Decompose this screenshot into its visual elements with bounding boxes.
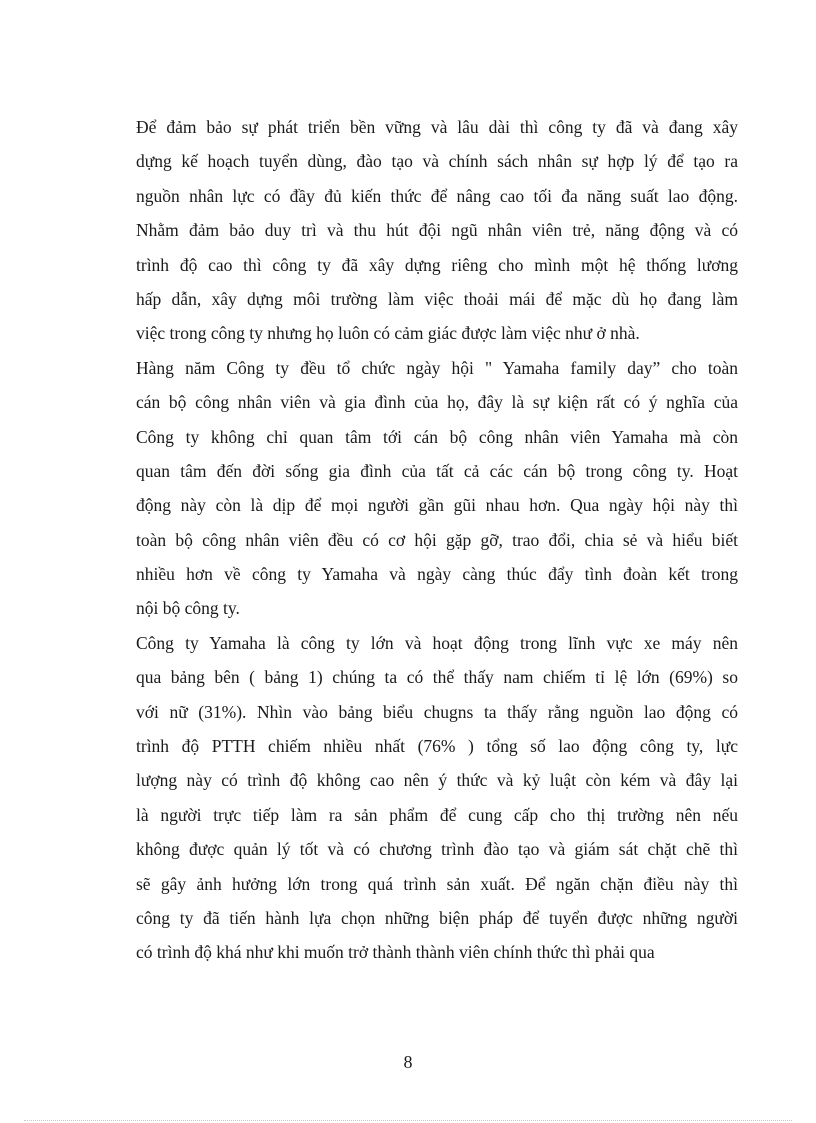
text-line: Công ty Yamaha là công ty lớn và hoạt động trong lĩnh vực xe máy nên — [136, 632, 738, 653]
text-line: Hàng năm Công ty đều tổ chức ngày hội " Yamaha family day” cho toàn — [136, 357, 738, 378]
text-line: trình độ cao thì công ty đã xây dựng riêng cho mình một hệ thống lương — [136, 254, 738, 275]
page-number: 8 — [403, 1052, 413, 1072]
paragraph-2 — [136, 351, 738, 626]
paragraph-1 — [136, 110, 738, 351]
paragraph-3 — [136, 626, 738, 970]
text-line: Để đảm bảo sự phát triển bền vững và lâu dài thì công ty đã và đang xây — [136, 117, 738, 137]
text-line: là người trực tiếp làm ra sản phẩm để cung cấp cho thị trường nên nếu — [136, 804, 738, 825]
text-line: trình độ PTTH chiếm nhiều nhất (76% ) tổng số lao động công ty, lực — [136, 736, 738, 757]
text-line: Nhằm đảm bảo duy trì và thu hút đội ngũ nhân viên trẻ, năng động và có — [136, 220, 738, 241]
text-line: có trình độ khá như khi muốn trở thành thành viên chính thức thì phải qua — [136, 942, 655, 963]
text-line: không được quản lý tốt và có chương trình đào tạo và giám sát chặt chẽ thì — [136, 839, 738, 860]
page-bottom-divider — [24, 1120, 792, 1121]
text-line: toàn bộ công nhân viên đều có cơ hội gặp gỡ, trao đổi, chia sẻ và hiểu biết — [136, 529, 738, 550]
text-line: quan tâm đến đời sống gia đình của tất cả các cán bộ trong công ty. Hoạt — [136, 460, 738, 481]
text-line: hấp dẫn, xây dựng môi trường làm việc thoải mái để mặc dù họ đang làm — [136, 288, 738, 309]
text-line: việc trong công ty nhưng họ luôn có cảm giác được làm việc như ở nhà. — [136, 323, 640, 344]
text-line: lượng này có trình độ không cao nên ý thức và kỷ luật còn kém và đây lại — [136, 770, 738, 791]
text-line: nguồn nhân lực có đầy đủ kiến thức để nâng cao tối đa năng suất lao động. — [136, 185, 738, 206]
text-line: sẽ gây ảnh hưởng lớn trong quá trình sản xuất. Để ngăn chặn điều này thì — [136, 873, 738, 894]
text-line: với nữ (31%). Nhìn vào bảng biểu chugns ta thấy rằng nguồn lao động có — [136, 701, 738, 722]
text-line: qua bảng bên ( bảng 1) chúng ta có thể thấy nam chiếm tỉ lệ lớn (69%) so — [136, 667, 738, 688]
text-line: cán bộ công nhân viên và gia đình của họ, đây là sự kiện rất có ý nghĩa của — [136, 392, 738, 413]
text-line: nhiều hơn về công ty Yamaha và ngày càng thúc đẩy tình đoàn kết trong — [136, 564, 738, 585]
text-line: động này còn là dịp để mọi người gần gũi nhau hơn. Qua ngày hội này thì — [136, 495, 738, 516]
text-line: dựng kế hoạch tuyển dùng, đào tạo và chính sách nhân sự hợp lý để tạo ra — [136, 151, 738, 172]
text-line: công ty đã tiến hành lựa chọn những biện pháp để tuyển được những người — [136, 907, 738, 928]
text-line: Công ty không chỉ quan tâm tới cán bộ công nhân viên Yamaha mà còn — [136, 426, 738, 447]
text-line: nội bộ công ty. — [136, 598, 240, 619]
page-body — [136, 110, 738, 970]
